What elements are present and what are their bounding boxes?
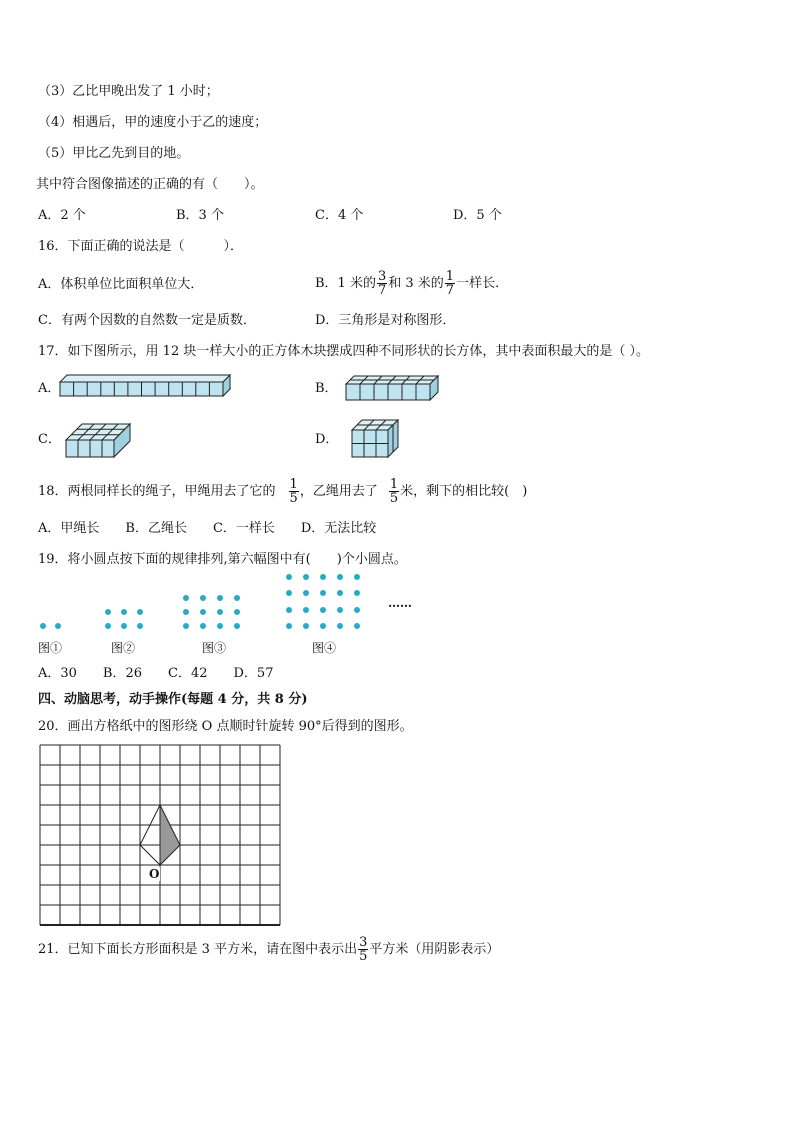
fraction: $\frac{1}{7}$ [445,269,455,298]
q15-statement-5: （5）甲比乙先到目的地。 [38,146,190,161]
q15-option-c[interactable]: C．4 个 [315,208,364,223]
q18-stem [38,474,527,510]
q15-statement-3: （3）乙比甲晚出发了 1 小时； [38,84,219,99]
q21-stem-pre: 21．已知下面长方形面积是 3 平方米，请在图中表示出 [38,942,358,957]
dot-pattern-figures [30,570,430,636]
q15-option-b[interactable]: B．3 个 [176,208,224,223]
fig-label-3: 图③ [202,641,227,655]
cuboid-2x6 [346,374,446,406]
q16-option-b-mid: 和 3 米的 [388,276,444,291]
q17-option-d[interactable]: D． [315,432,339,447]
q16-option-b-post: 一样长． [456,276,509,291]
q18-stem-pre: 18．两根同样长的绳子，甲绳用去了它的 [38,484,276,499]
fig-label-2: 图② [111,641,136,655]
section-4-heading: 四、动脑思考，动手操作(每题 4 分，共 8 分) [38,692,308,707]
q16-option-d[interactable]: D．三角形是对称图形． [315,313,456,328]
q17-option-b[interactable]: B． [315,381,338,396]
q15-option-d[interactable]: D．5 个 [453,208,502,223]
q17-stem: 17．如下图所示，用 12 块一样大小的正方体木块摆成四种不同形状的长方体，其中表面积最大的是（ ）。 [38,344,649,359]
fig-label-1: 图① [38,641,63,655]
q21-stem-post: 平方米（用阴影表示） [369,942,500,957]
fraction: $\frac{3}{5}$ [359,935,368,964]
q15-question: 其中符合图像描述的正确的有（ ）。 [36,177,264,192]
fig-label-4: 图④ [312,641,337,655]
q19-stem: 19．将小圆点按下面的规律排列,第六幅图中有( )个小圆点。 [38,552,407,567]
fraction: $\frac{1}{5}$ [289,477,298,506]
q20-stem: 20．画出方格纸中的图形绕 O 点顺时针旋转 90°后得到的图形。 [38,719,413,734]
q17-option-a[interactable]: A． [38,381,61,396]
q16-stem: 16．下面正确的说法是（ ）． [38,239,244,254]
fraction: $\frac{3}{7}$ [377,269,387,298]
dot-pattern-ellipsis: …… [388,596,412,610]
q16-option-c[interactable]: C．有两个因数的自然数一定是质数． [38,313,256,328]
q16-option-a[interactable]: A．体积单位比面积单位大． [38,277,204,292]
rotation-point-label: O [149,867,160,881]
q17-option-c[interactable]: C． [38,432,61,447]
cuboid-2x2x3 [352,420,408,462]
q18-stem-post: 米，剩下的相比较( ) [400,484,528,499]
fraction: $\frac{1}{5}$ [389,477,399,506]
q18-options[interactable]: A．甲绳长 B．乙绳长 C．一样长 D．无法比较 [38,521,377,536]
cuboid-1x12 [60,374,240,404]
q16-option-b-pre: B．1 米的 [315,276,376,291]
q15-option-a[interactable]: A．2 个 [38,208,86,223]
cuboid-4x3 [66,422,136,462]
q15-statement-4: （4）相遇后，甲的速度小于乙的速度； [38,115,268,130]
q21-stem [38,931,499,969]
grid-paper [40,745,280,927]
q16-option-b[interactable] [315,266,508,302]
q19-options[interactable]: A．30 B．26 C．42 D．57 [38,666,274,681]
q18-stem-mid: ，乙绳用去了 [299,484,378,499]
